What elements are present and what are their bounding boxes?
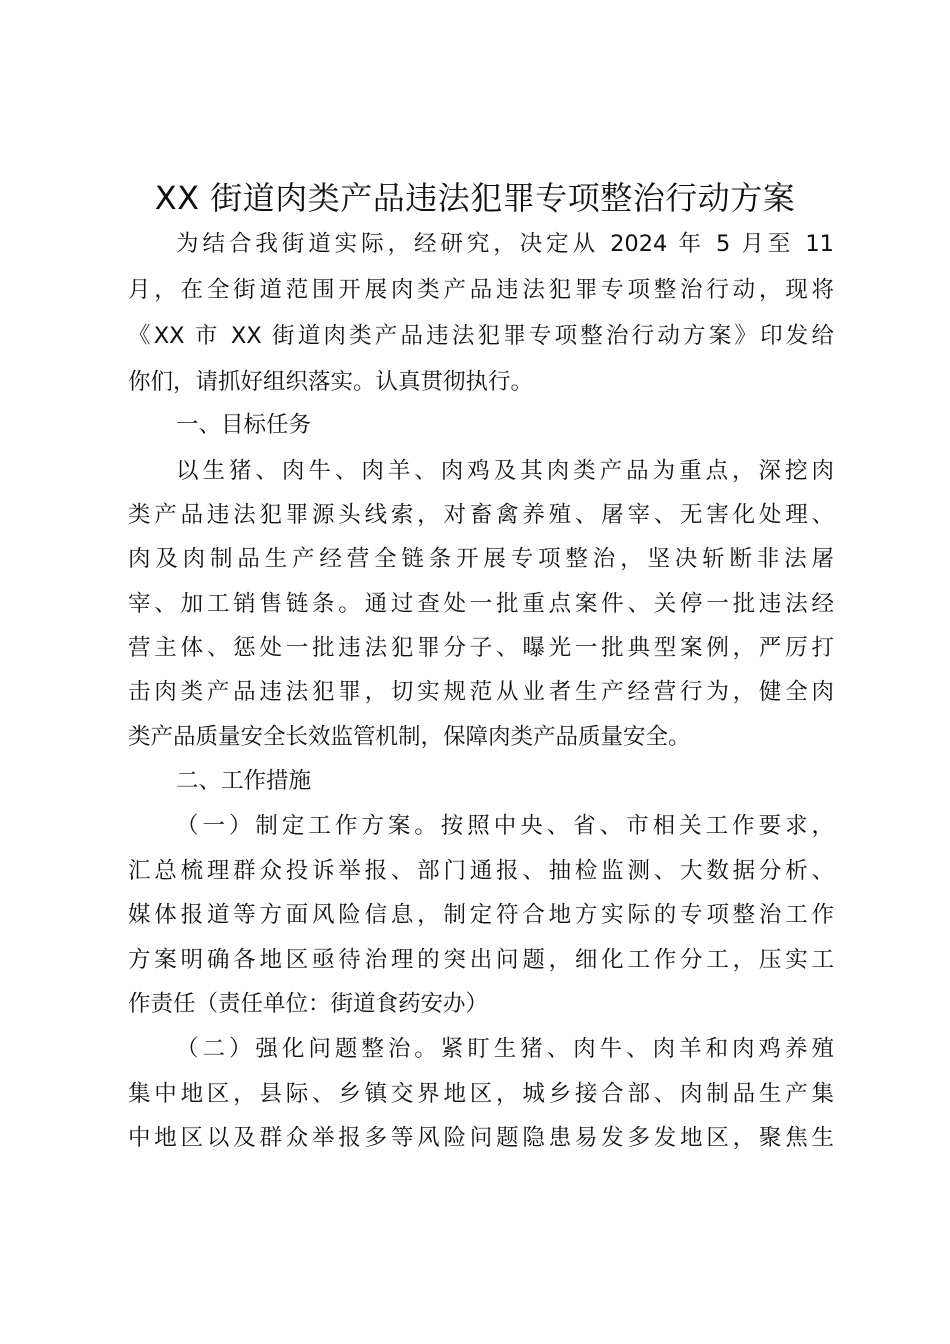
paragraph-line: 作责任（责任单位：街道食药安办） (128, 991, 489, 1017)
paragraph-line: 类产品质量安全长效监管机制，保障肉类产品质量安全。 (128, 724, 691, 750)
paragraph-line: 为结合我街道实际，经研究，决定从 2024 年 5 月至 11 (176, 231, 834, 257)
paragraph-line: 《XX 市 XX 街道肉类产品违法犯罪专项整治行动方案》印发给 (128, 323, 834, 349)
paragraph-line: 宰、加工销售链条。通过查处一批重点案件、关停一批违法经 (128, 591, 834, 617)
paragraph-line: 类产品违法犯罪源头线索，对畜禽养殖、屠宰、无害化处理、 (128, 502, 834, 528)
section-heading: 一、目标任务 (176, 412, 312, 438)
paragraph-line: 肉及肉制品生产经营全链条开展专项整治，坚决斩断非法屠 (128, 546, 834, 572)
document-title: XX 街道肉类产品违法犯罪专项整治行动方案 (154, 179, 796, 217)
paragraph-line: 集中地区，县际、乡镇交界地区，城乡接合部、肉制品生产集 (128, 1081, 834, 1107)
paragraph-line: （一）制定工作方案。按照中央、省、市相关工作要求， (176, 813, 834, 839)
paragraph-line: 方案明确各地区亟待治理的突出问题，细化工作分工，压实工 (128, 947, 834, 973)
paragraph-line: 你们，请抓好组织落实。认真贯彻执行。 (128, 369, 534, 395)
paragraph-line: 中地区以及群众举报多等风险问题隐患易发多发地区，聚焦生 (128, 1125, 834, 1151)
paragraph-line: 汇总梳理群众投诉举报、部门通报、抽检监测、大数据分析、 (128, 858, 834, 884)
section-heading: 二、工作措施 (176, 768, 312, 794)
paragraph-line: 月，在全街道范围开展肉类产品违法犯罪专项整治行动，现将 (128, 277, 834, 303)
paragraph-line: 以生猪、肉牛、肉羊、肉鸡及其肉类产品为重点，深挖肉 (176, 458, 834, 484)
paragraph-line: 击肉类产品违法犯罪，切实规范从业者生产经营行为，健全肉 (128, 679, 834, 705)
paragraph-line: 营主体、惩处一批违法犯罪分子、曝光一批典型案例，严厉打 (128, 635, 834, 661)
paragraph-line: （二）强化问题整治。紧盯生猪、肉牛、肉羊和肉鸡养殖 (176, 1036, 834, 1062)
paragraph-line: 媒体报道等方面风险信息，制定符合地方实际的专项整治工作 (128, 902, 834, 928)
